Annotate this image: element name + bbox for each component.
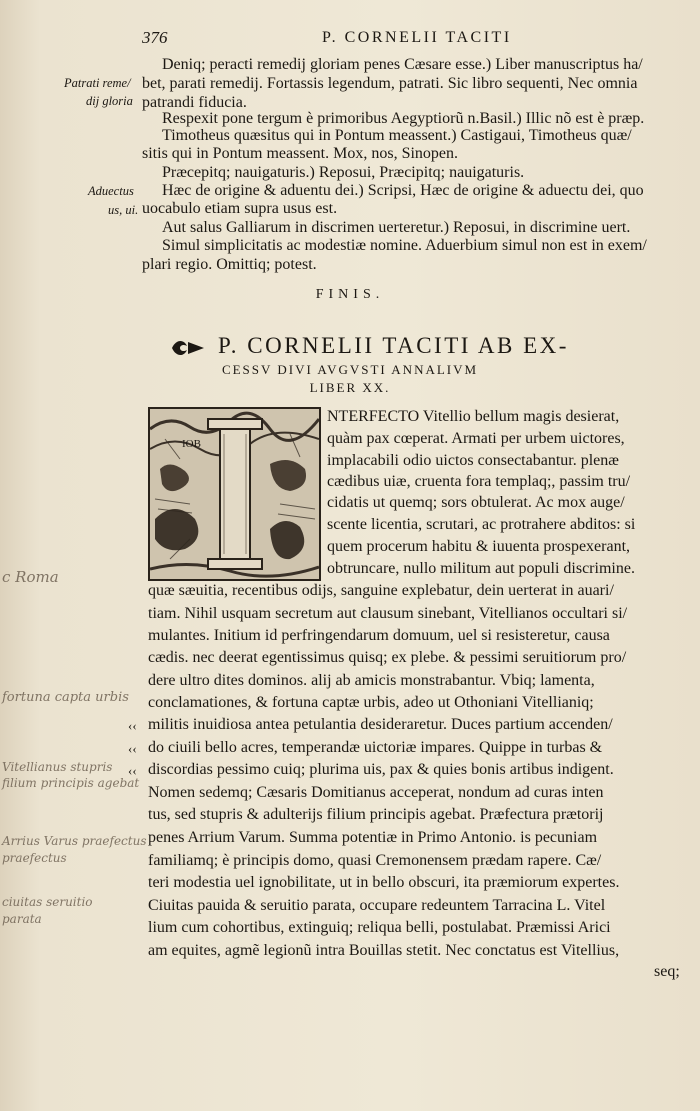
body-line: am equites, agmẽ legionũ intra Bouillas stetit. Nec conctatus est Vitellius, — [148, 942, 620, 959]
notes-line: Timotheus quæsitus qui in Pontum meassent.) Castigaui, Timotheus quæ/ — [162, 127, 632, 144]
body-line: militis inuidiosa antea petulantia desideraretur. Duces partium accenden/ — [148, 716, 613, 733]
page-number: 376 — [142, 28, 168, 47]
body-line: do ciuili bello acres, temperandæ uictoriæ impares. Quippe in turbas & — [148, 739, 603, 756]
notes-line: Aut salus Galliarum in discrimen uerteretur.) Reposui, in discrimine uert. — [162, 219, 631, 236]
body-line: quàm pax cœperat. Armati per urbem uictores, — [327, 430, 625, 447]
handwritten-note: fortuna capta urbis — [2, 690, 129, 705]
body-line: dere ultro dites dominos. alij ab amicis monstrabantur. Vbiq; lamenta, — [148, 672, 595, 689]
body-line: Ciuitas pauida & seruitio parata, occupare redeuntem Tarracina L. Vitel — [148, 897, 606, 914]
notes-line: sitis qui in Pontum meassent. Mox, nos, Sinopen. — [142, 145, 459, 162]
running-header — [0, 28, 700, 50]
body-line: cædis. nec deerat egentissimus quisq; ex plebe. & pessimi seruitiorum pro/ — [148, 649, 627, 666]
body-line: mulantes. Initium id perfringendarum domuum, uel si resisteretur, causa — [148, 627, 610, 644]
book-subtitle: CESSV DIVI AVGVSTI ANNALIVM — [221, 362, 479, 377]
body-line: cidatis ut quemq; sors obtulerat. Ac mox auge/ — [327, 494, 625, 511]
body-line: Nomen sedemq; Cæsaris Domitianus acceperat, nondum ad curas inten — [148, 784, 604, 801]
body-line: conclamationes, & fortuna captæ urbis, adeo ut Othoniani Vitellianiq; — [148, 694, 594, 711]
body-line: tus, sed stupris & adulterijs filium principis agebat. Præfectura prætorij — [148, 806, 604, 823]
body-line: implacabili odio uictos consectabantur. plenæ — [327, 452, 619, 469]
notes-line: Simul simplicitatis ac modestiæ nomine. Aduerbium simul non est in exem/ — [162, 237, 647, 254]
handwritten-note: parata — [2, 912, 42, 926]
notes-line: Respexit pone tergum è primoribus Aegyptiorũ n.Basil.) Illic nõ est è præp. — [162, 110, 645, 127]
body-line: cædibus uiæ, cruenta fora templaq;, passim tru/ — [327, 473, 631, 490]
fleuron-icon — [170, 336, 206, 360]
handwritten-note: c Roma — [2, 568, 59, 586]
margin-note: us, ui. — [108, 203, 139, 217]
body-line: quem procerum habitu & iuuenta prospexerant, — [327, 538, 631, 555]
notes-line: Deniq; peracti remedij gloriam penes Cæsare esse.) Liber manuscriptus ha/ — [162, 56, 643, 73]
handwritten-note: Vitellianus stupris — [2, 760, 113, 774]
body-line: penes Arrium Varum. Summa potentiæ in Primo Antonio. is pecuniam — [148, 829, 598, 846]
finis: FINIS. — [315, 287, 385, 302]
woodcut-illustration — [150, 409, 319, 579]
running-title: P. CORNELII TACITI — [322, 29, 512, 46]
handwritten-note: Arrius Varus praefectus — [2, 834, 147, 848]
body-line: discordias pessimo cuiq; plurima uis, pax & quies bonis artibus indigent. — [148, 761, 614, 778]
initial-caption: IOB — [182, 438, 201, 450]
body-line: obtruncare, nullo militum aut populi discrimine. — [327, 560, 635, 577]
body-line: teri modestia uel ignobilitate, ut in bello obscuri, ita præmiorum expertes. — [148, 874, 620, 891]
woodcut-initial — [148, 407, 321, 581]
notes-line: plari regio. Omittiq; potest. — [142, 256, 317, 273]
notes-line: Hæc de origine & aduentu dei.) Scripsi, Hæc de origine & aduectu dei, quo — [162, 182, 644, 199]
body-line: quæ sæuitia, recentibus odijs, sanguine explebatur, dein uerterat in auari/ — [148, 582, 614, 599]
notes-line: patrandi fiducia. — [142, 94, 247, 111]
body-line: familiamq; è principis domo, quasi Cremonensem prædam rapere. Cæ/ — [148, 852, 602, 869]
handwritten-note: praefectus — [2, 851, 67, 865]
book-title: P. CORNELII TACITI AB EX- — [218, 333, 569, 358]
body-line: lium cum cohortibus, extinguiq; reliqua belli, postulabat. Præmissi Arici — [148, 919, 611, 936]
handwritten-note: filium principis agebat — [2, 776, 140, 790]
body-line: tiam. Nihil usquam secretum aut clausum sinebant, Vitellianos occultari si/ — [148, 605, 628, 622]
body-line: NTERFECTO Vitellio bellum magis desierat, — [327, 408, 620, 425]
quote-mark: ‹‹ — [128, 763, 137, 778]
margin-note: dij gloria — [86, 94, 133, 108]
book-number: LIBER XX. — [309, 380, 391, 395]
margin-note: Patrati reme/ — [64, 76, 131, 90]
quote-mark: ‹‹ — [128, 718, 137, 733]
notes-line: uocabulo etiam supra usus est. — [142, 200, 338, 217]
notes-line: bet, parati remedij. Fortassis legendum, patrati. Sic libro sequenti, Nec omnia — [142, 75, 638, 92]
margin-note: Aduectus — [88, 184, 134, 198]
body-line: scente licentia, scrutari, ac protrahere abditos: si — [327, 516, 636, 533]
quote-mark: ‹‹ — [128, 741, 137, 756]
notes-line: Præcepitq; nauigaturis.) Reposui, Præcipitq; nauigaturis. — [162, 164, 525, 181]
catchword: seq; — [654, 963, 680, 980]
handwritten-note: ciuitas seruitio — [2, 895, 93, 909]
